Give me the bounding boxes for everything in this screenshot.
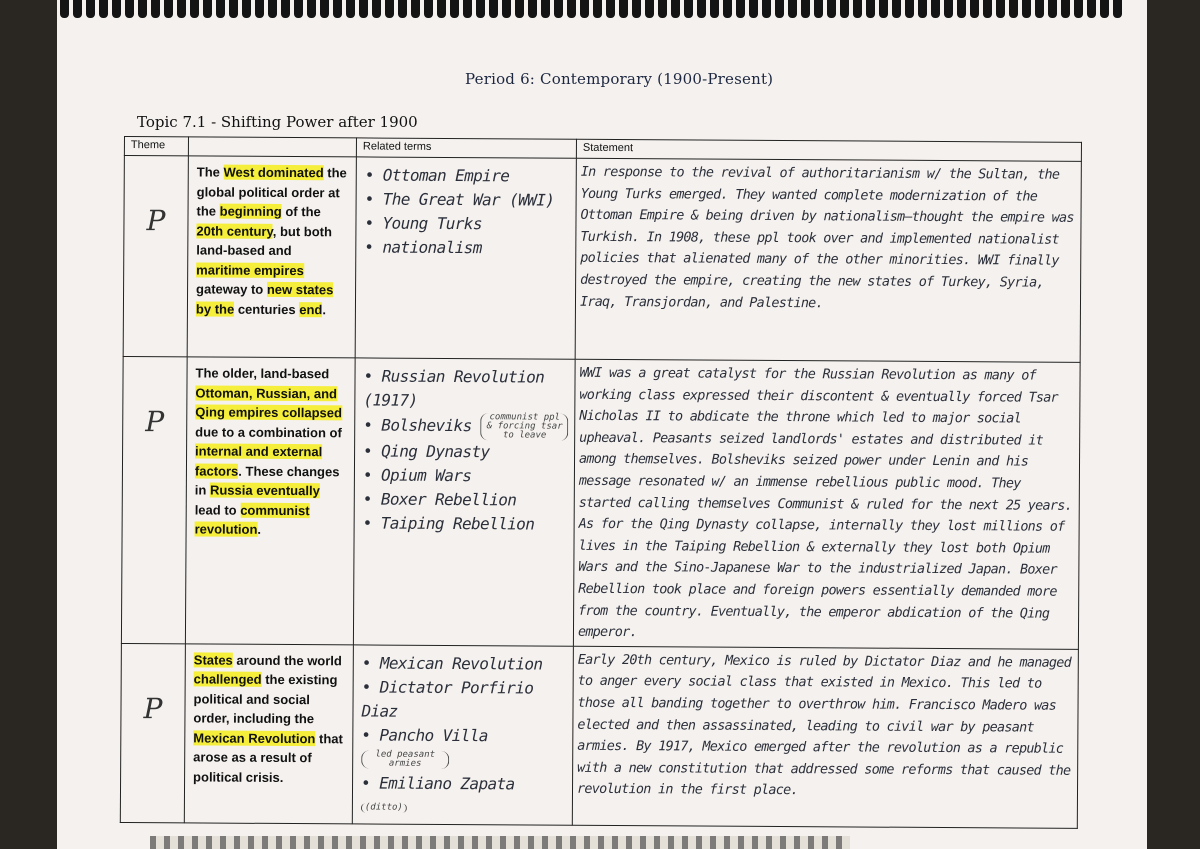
- binding-coil: [99, 0, 108, 18]
- handwritten-statement: WWI was a great catalyst for the Russian Revolution as many of working class expressed their discontent & eventually forced Tsar Nicholas II to abdicate the throne which led to major social upheaval. Peasants seized landlords' estates and distributed it among themselves. Bolsheviks seized power under Lenin and his message resonated w/ an immense rebellious public mood. They started calling themselves Communist & ruled for the next 25 years. As for the Qing Dynasty collapse, internally they lost millions of lives in the Taiping Rebellion & externally they lost both Opium Wars and the Sino-Japanese War to the industrialized Japan. Boxer Rebellion took place and foreign powers essentially demanded more from the country. Eventually, the emperor abdication of the Qing emperor.: [577, 365, 1073, 641]
- binding-coil: [905, 0, 914, 18]
- binding-coil: [996, 0, 1005, 18]
- binding-coil: [944, 0, 953, 18]
- binding-coil: [528, 0, 537, 18]
- binding-coil: [437, 0, 446, 18]
- related-term: [362, 651, 569, 676]
- binding-coil: [86, 0, 95, 18]
- binding-coil: [619, 0, 628, 18]
- related-terms-list: [355, 358, 575, 540]
- binding-coil: [151, 0, 160, 18]
- text-segment: centuries: [234, 301, 300, 317]
- text-segment: The older, land-based: [195, 365, 330, 382]
- binding-coil: [307, 0, 316, 18]
- highlighted-text: communist revolution: [194, 502, 310, 537]
- related-term-label: Young Turks: [382, 213, 482, 234]
- binding-coil: [710, 0, 719, 18]
- related-term: [364, 211, 571, 236]
- binding-coil: [424, 0, 433, 18]
- text-segment: . These changes in: [194, 463, 340, 498]
- highlighted-text: Russia eventually: [209, 482, 320, 499]
- binding-coil: [229, 0, 238, 18]
- related-terms-cell: [353, 358, 575, 646]
- binding-coil: [281, 0, 290, 18]
- binding-coil: [320, 0, 329, 18]
- binding-coil: [567, 0, 576, 18]
- lead-statement: [188, 156, 356, 327]
- text-segment: the global political order at the: [196, 165, 347, 219]
- binding-coil: [190, 0, 199, 18]
- binding-coil: [73, 0, 82, 18]
- binding-coil: [970, 0, 979, 18]
- theme-cell: [123, 156, 188, 357]
- header-text: [188, 137, 356, 157]
- highlighted-text: new states: [266, 281, 334, 298]
- binding-coil: [632, 0, 641, 18]
- related-term-label: Opium Wars: [380, 465, 472, 486]
- related-term: [363, 487, 570, 512]
- binding-coil: [1074, 0, 1083, 18]
- spiral-binding: [60, 0, 1145, 22]
- text-segment: .: [322, 301, 327, 317]
- binding-coil: [554, 0, 563, 18]
- text-segment: due to a combination of: [195, 423, 342, 440]
- binding-coil: [346, 0, 355, 18]
- term-annotation: (ditto): [361, 803, 407, 812]
- binding-coil: [723, 0, 732, 18]
- binding-coil: [606, 0, 615, 18]
- text-segment: of the: [281, 203, 321, 220]
- binding-coil: [580, 0, 589, 18]
- related-terms-list: [356, 157, 576, 264]
- related-term-label: Bolsheviks: [381, 415, 472, 436]
- theme-mark: P: [143, 691, 163, 725]
- related-term: [363, 364, 570, 413]
- related-term: [363, 412, 570, 440]
- binding-coil: [359, 0, 368, 18]
- topic-heading: Topic 7.1 - Shifting Power after 1900: [137, 113, 418, 131]
- binding-coil: [775, 0, 784, 18]
- binding-coil: [1087, 0, 1096, 18]
- highlighted-text: internal and external factors: [194, 443, 323, 479]
- table-row: [120, 643, 1078, 828]
- highlighted-text: maritime empires: [196, 261, 304, 278]
- highlighted-text: 20th century: [196, 222, 273, 239]
- binding-coil: [463, 0, 472, 18]
- related-term: [363, 439, 570, 464]
- binding-coil: [502, 0, 511, 18]
- binding-coil: [853, 0, 862, 18]
- related-term: [361, 675, 568, 724]
- binding-coil: [242, 0, 251, 18]
- binding-coil: [931, 0, 940, 18]
- related-term-label: nationalism: [382, 237, 482, 258]
- highlighted-text: challenged: [193, 671, 262, 688]
- binding-coil: [398, 0, 407, 18]
- related-term: [365, 163, 572, 188]
- binding-coil: [1061, 0, 1070, 18]
- related-term-label: Ottoman Empire: [382, 165, 510, 186]
- highlighted-text: by the: [196, 282, 333, 316]
- highlighted-text: Mexican Revolution: [193, 730, 316, 746]
- related-term: [365, 187, 572, 212]
- binding-coil: [593, 0, 602, 18]
- related-term: [363, 463, 570, 488]
- text-segment: lead to: [194, 501, 241, 518]
- binding-coil: [840, 0, 849, 18]
- binding-coil: [645, 0, 654, 18]
- binding-coil: [60, 0, 69, 18]
- binding-coil: [788, 0, 797, 18]
- related-term-label: Taiping Rebellion: [380, 513, 535, 534]
- related-terms-list: [353, 645, 573, 824]
- related-term-label: Dictator Porfirio Diaz: [361, 677, 534, 721]
- binding-coil: [1100, 0, 1109, 18]
- binding-coil: [138, 0, 147, 18]
- theme-mark: P: [146, 204, 166, 238]
- binding-coil: [801, 0, 810, 18]
- related-term: [364, 235, 571, 260]
- binding-coil: [541, 0, 550, 18]
- binding-coil: [125, 0, 134, 18]
- binding-coil: [1113, 0, 1122, 18]
- binding-coil: [1022, 0, 1031, 18]
- binding-coil: [866, 0, 875, 18]
- binding-coil: [294, 0, 303, 18]
- binding-coil: [255, 0, 264, 18]
- binding-coil: [762, 0, 771, 18]
- theme-cell: [121, 356, 187, 643]
- binding-coil: [515, 0, 524, 18]
- binding-coil: [203, 0, 212, 18]
- text-segment: gateway to: [196, 281, 267, 297]
- related-term-label: Mexican Revolution: [379, 653, 543, 674]
- text-segment: .: [257, 521, 262, 537]
- related-term-label: Pancho Villa: [379, 725, 488, 745]
- binding-coil: [450, 0, 459, 18]
- binding-coil: [476, 0, 485, 18]
- binding-coil: [879, 0, 888, 18]
- term-annotation: communist ppl & forcing tsar to leave: [481, 413, 569, 441]
- binding-coil: [112, 0, 121, 18]
- statement-cell: [575, 158, 1081, 362]
- related-term: [361, 771, 568, 820]
- binding-coil: [385, 0, 394, 18]
- related-term-label: Boxer Rebellion: [380, 489, 517, 510]
- next-page-edge: [150, 836, 850, 849]
- related-terms-cell: [352, 645, 573, 825]
- lead-statement-cell: [187, 156, 356, 358]
- binding-coil: [268, 0, 277, 18]
- binding-coil: [658, 0, 667, 18]
- lead-statement: [185, 644, 353, 796]
- related-term-label: Qing Dynasty: [381, 441, 490, 462]
- binding-coil: [671, 0, 680, 18]
- text-segment: around the world: [232, 652, 342, 669]
- binding-coil: [489, 0, 498, 18]
- highlighted-text: end: [299, 301, 323, 317]
- binding-coil: [177, 0, 186, 18]
- text-segment: the existing political and social order, including the: [193, 672, 338, 727]
- lead-statement: [186, 357, 354, 548]
- binding-coil: [333, 0, 342, 18]
- related-term: [361, 723, 568, 772]
- binding-coil: [1035, 0, 1044, 18]
- binding-coil: [736, 0, 745, 18]
- handwritten-statement: Early 20th century, Mexico is ruled by Dictator Diaz and he managed to anger every social class that existed in Mexico. This led to those all banding together to overthrow him. Francisco Madero was elected and then assassinated, leading to civil war by peasant armies. By 1917, Mexico emerged after the revolution as a republic with a new constitution that addressed some reforms that caused the revolution in the first place.: [576, 652, 1072, 799]
- text-segment: , but both land-based and: [196, 223, 333, 259]
- header-theme: Theme: [124, 137, 188, 156]
- highlighted-text: States: [193, 652, 233, 668]
- table-row: [123, 156, 1081, 363]
- related-term-label: Emiliano Zapata: [379, 773, 515, 794]
- binding-coil: [957, 0, 966, 18]
- related-term-label: The Great War (WWI): [382, 189, 555, 210]
- lead-statement-cell: [184, 644, 353, 824]
- handwritten-statement: In response to the revival of authoritarianism w/ the Sultan, the Young Turks emerged. They wanted complete modernization of the Ottoman Empire & being driven by nationalism—thought the empire was Turkish. In 1908, these ppl took over and implemented nationalist policies that alienated many of the other minorities. WWI finally destroyed the empire, creating the new states of Turkey, Syria, Iraq, Transjordan, and Palestine.: [579, 164, 1074, 311]
- notes-table: [120, 136, 1082, 829]
- text-segment: The: [196, 164, 224, 180]
- related-term: [363, 511, 570, 536]
- theme-mark: P: [145, 405, 165, 439]
- binding-coil: [372, 0, 381, 18]
- binding-coil: [814, 0, 823, 18]
- term-annotation: led peasant armies: [361, 751, 449, 770]
- related-term-label: Russian Revolution (1917): [363, 366, 545, 410]
- binding-coil: [684, 0, 693, 18]
- highlighted-text: Ottoman, Russian, and Qing empires collapsed: [195, 384, 343, 421]
- binding-coil: [216, 0, 225, 18]
- text-segment: that arose as a result of political crisis.: [193, 730, 343, 785]
- header-related-terms: Related terms: [356, 138, 576, 158]
- binding-coil: [1009, 0, 1018, 18]
- statement-cell: [573, 359, 1080, 649]
- binding-coil: [1048, 0, 1057, 18]
- related-terms-cell: [355, 157, 576, 359]
- binding-coil: [892, 0, 901, 18]
- binding-coil: [697, 0, 706, 18]
- lead-statement-cell: [185, 357, 355, 645]
- header-statement: Statement: [576, 139, 1081, 161]
- binding-coil: [411, 0, 420, 18]
- binding-coil: [827, 0, 836, 18]
- statement-cell: [572, 646, 1078, 828]
- page-title: Period 6: Contemporary (1900-Present): [465, 70, 774, 88]
- binding-coil: [918, 0, 927, 18]
- binding-coil: [164, 0, 173, 18]
- table-row: [121, 356, 1080, 649]
- highlighted-text: West dominated: [223, 164, 324, 181]
- binding-coil: [749, 0, 758, 18]
- binding-coil: [983, 0, 992, 18]
- highlighted-text: beginning: [219, 203, 282, 219]
- theme-cell: [120, 643, 185, 822]
